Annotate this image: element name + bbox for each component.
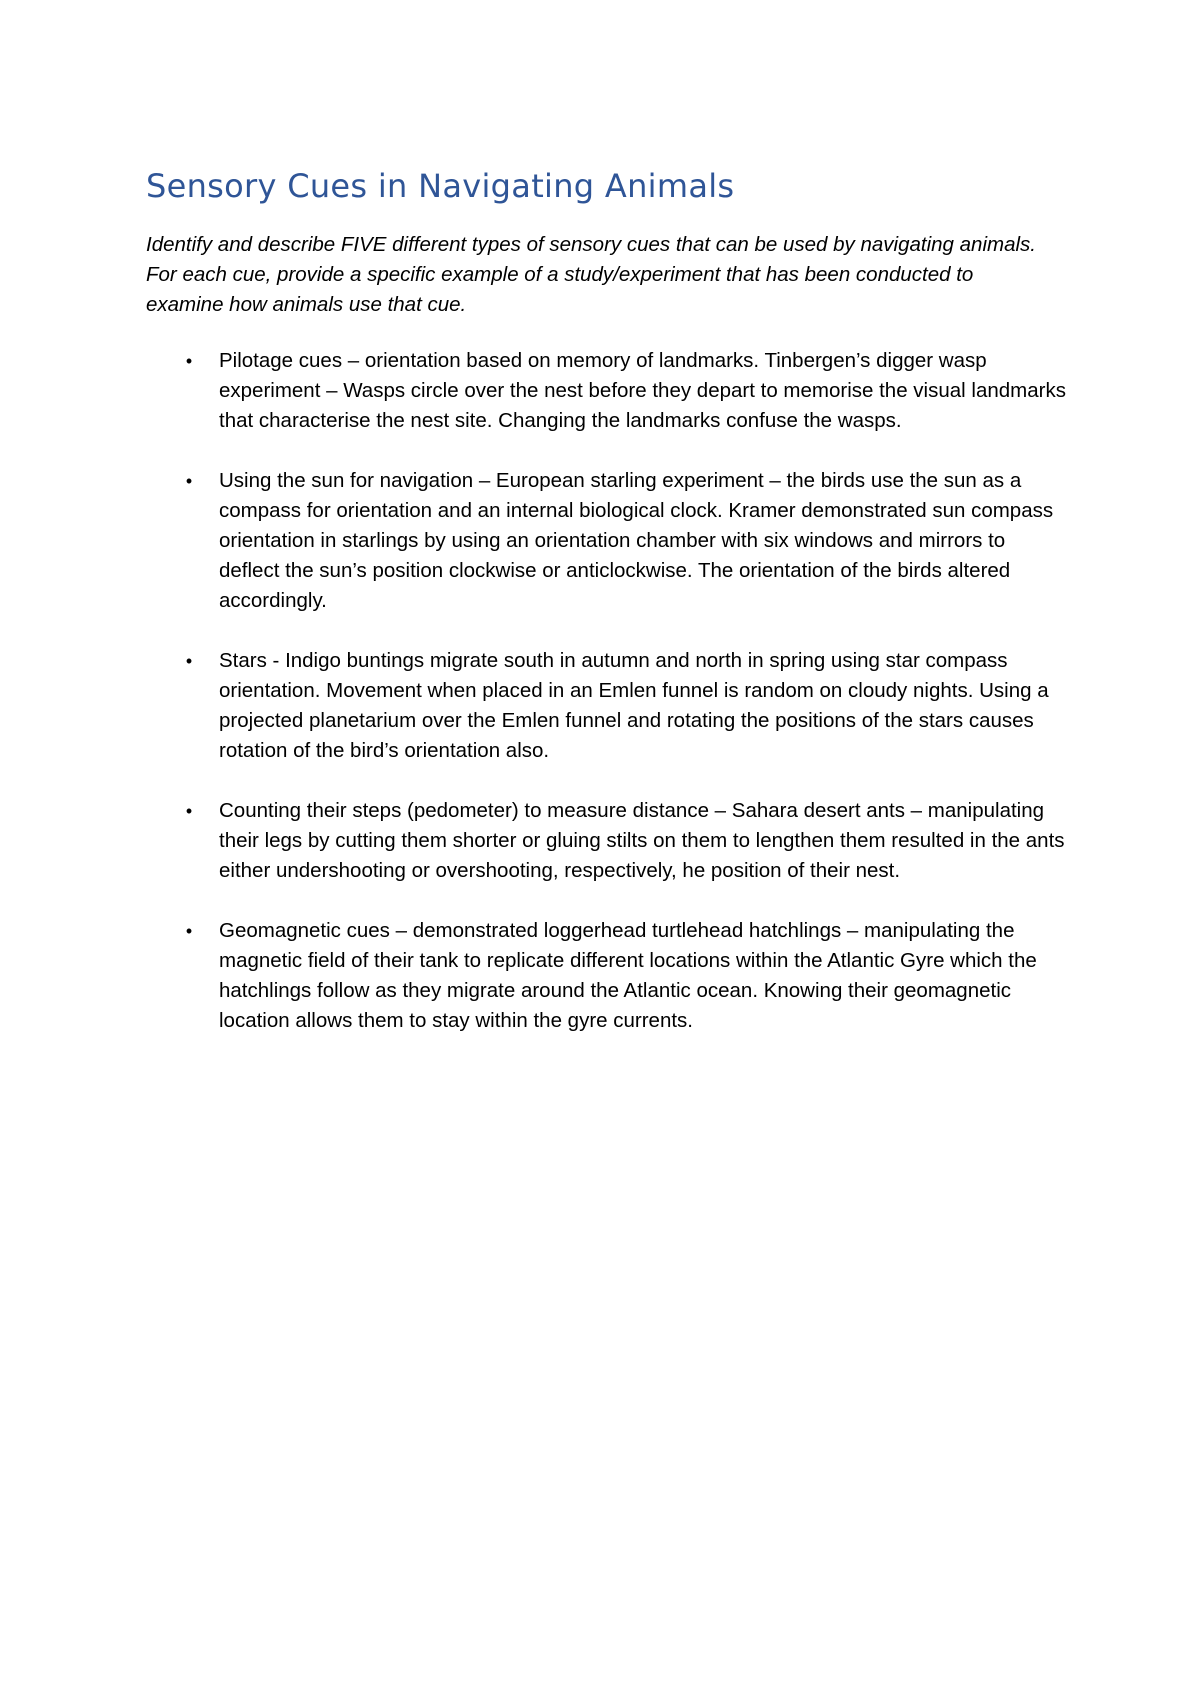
- bullet-icon: •: [185, 351, 193, 371]
- bullet-icon: •: [185, 651, 193, 671]
- cue-text: Counting their steps (pedometer) to measure distance – Sahara desert ants – manipulating their legs by cutting them shorter or gluing stilts on them to lengthen them resulted in the ants either undershooting or overshooting, respectively, he position of their nest.: [219, 799, 1065, 882]
- cue-text: Pilotage cues – orientation based on memory of landmarks. Tinbergen’s digger wasp experiment – Wasps circle over the nest before they depart to memorise the visual landmarks that characterise the nest site. Changing the landmarks confuse the wasps.: [219, 349, 1066, 432]
- bullet-icon: •: [185, 801, 193, 821]
- bullet-icon: •: [185, 921, 193, 941]
- cue-text: Geomagnetic cues – demonstrated loggerhead turtlehead hatchlings – manipulating the magnetic field of their tank to replicate different locations within the Atlantic Gyre which the hatchlings follow as they migrate around the Atlantic ocean. Knowing their geomagnetic location allows them to stay within the gyre currents.: [219, 919, 1037, 1032]
- bullet-icon: •: [185, 471, 193, 491]
- page-title: Sensory Cues in Navigating Animals: [146, 167, 735, 205]
- intro-instructions: Identify and describe FIVE different types of sensory cues that can be used by navigating animals. For each cue, provide a specific example of a study/experiment that has been conducted to examine how animals use that cue.: [146, 233, 1036, 316]
- cue-list: [146, 346, 1066, 1036]
- list-item: [146, 346, 1069, 436]
- cue-text: Using the sun for navigation – European starling experiment – the birds use the sun as a compass for orientation and an internal biological clock. Kramer demonstrated sun compass orientation in starlings by using an orientation chamber with six windows and mirrors to deflect the sun’s position clockwise or anticlockwise. The orientation of the birds altered accordingly.: [219, 469, 1054, 612]
- list-item: [146, 466, 1069, 616]
- list-item: [146, 646, 1069, 766]
- list-item: [146, 916, 1069, 1036]
- cue-text: Stars - Indigo buntings migrate south in autumn and north in spring using star compass orientation. Movement when placed in an Emlen funnel is random on cloudy nights. Using a projected planetarium over the Emlen funnel and rotating the positions of the stars causes rotation of the bird’s orientation also.: [219, 649, 1049, 762]
- list-item: [146, 796, 1069, 886]
- document-body: [146, 166, 1066, 1066]
